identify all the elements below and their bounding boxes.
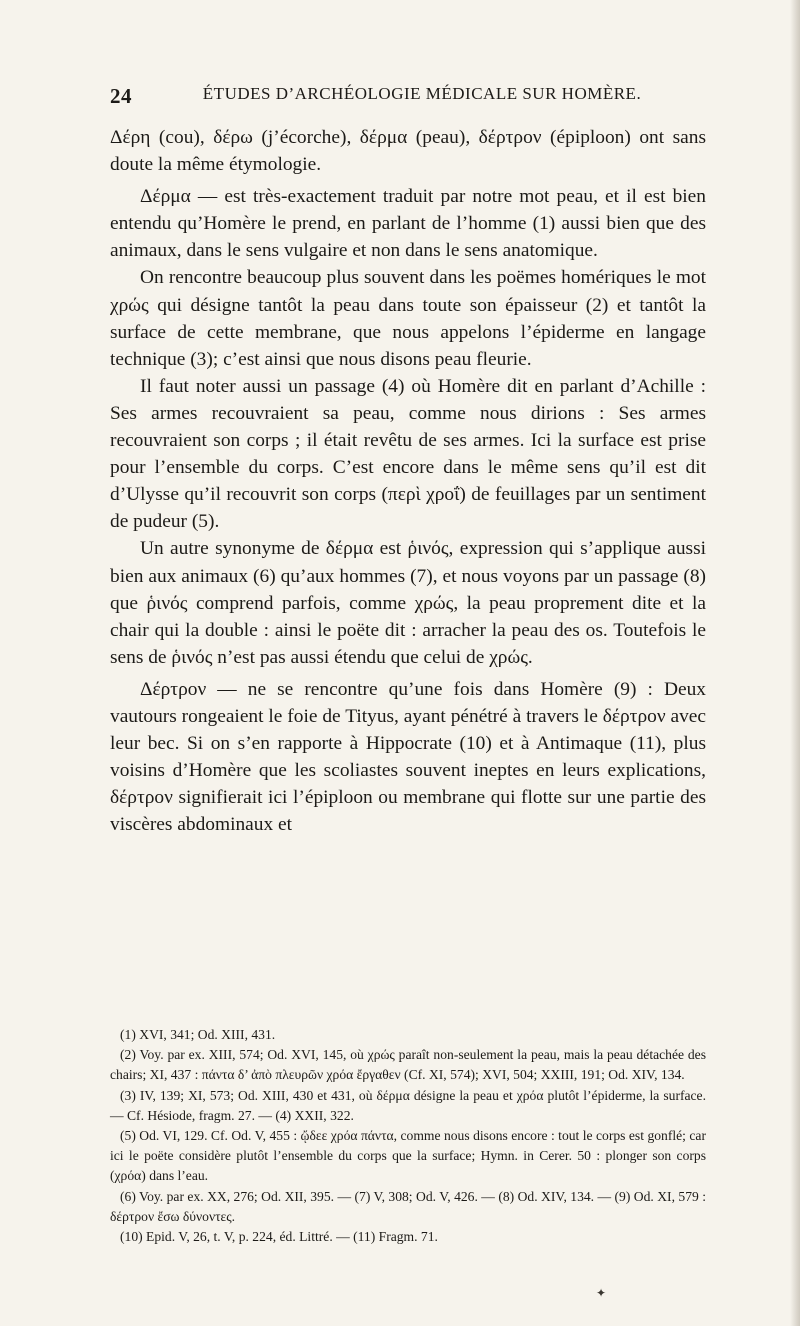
footnote: (6) Voy. par ex. XX, 276; Od. XII, 395. — (7) V, 308; Od. V, 426. — (8) Od. XIV, 134. — (9) Od. XI, 579 : δέρτρον ἔσω δύνοντες. xyxy=(110,1188,706,1224)
footnote: (3) IV, 139; XI, 573; Od. XIII, 430 et 431, où δέρμα désigne la peau et χρόα plutôt l’épiderme, la surface. — Cf. Hésiode, fragm. 27. — (4) XXII, 322. xyxy=(110,1087,706,1123)
paragraph: Il faut noter aussi un passage (4) où Homère dit en parlant d’Achille : Ses armes recouvraient sa peau, comme nous dirions : Ses armes recouvraient son corps ; il était revêtu de ses armes. Ici la surface est prise pour l’ensemble du corps. C’est encore dans le même sens qu’il est dit d’Ulysse qu’il recouvrit son corps (περὶ χροΐ) de feuillages par un sentiment de pudeur (5). xyxy=(110,375,706,533)
paragraph: On rencontre beaucoup plus souvent dans les poëmes homériques le mot χρώς qui désigne tantôt la peau dans toute son épaisseur (2) et tantôt la surface de cette membrane, que nous appelons l’épiderme en langage technique (3); c’est ainsi que nous disons peau fleurie. xyxy=(110,267,706,370)
footnotes xyxy=(110,1025,706,1247)
footnote: (10) Epid. V, 26, t. V, p. 224, éd. Littré. — (11) Fragm. 71. xyxy=(120,1229,438,1245)
page-edge-shadow xyxy=(790,0,800,1326)
paragraph: Δέρμα — est très-exactement traduit par notre mot peau, et il est bien entendu qu’Homère le prend, en parlant de l’homme (1) aussi bien que des animaux, dans le sens vulgaire et non dans le sens anatomique. xyxy=(110,186,706,262)
page-number: 24 xyxy=(110,84,132,108)
footnote: (1) XVI, 341; Od. XIII, 431. xyxy=(120,1027,276,1042)
paragraph: Un autre synonyme de δέρμα est ῥινός, expression qui s’applique aussi bien aux animaux (6) qu’aux hommes (7), et nous voyons par un passage (8) que ῥινός comprend parfois, comme χρώς, la peau proprement dite et la chair qui la double : ainsi le poëte dit : arracher la peau des os. Toutefois le sens de ῥινός n’est pas aussi étendu que celui de χρώς. xyxy=(110,538,706,668)
running-header xyxy=(110,84,704,108)
running-title: ÉTUDES D’ARCHÉOLOGIE MÉDICALE SUR HOMÈRE. xyxy=(202,84,642,103)
footnote: (2) Voy. par ex. XIII, 574; Od. XVI, 145, où χρώς paraît non-seulement la peau, mais la peau détachée des chairs; XI, 437 : πάντα δ’ ἀπὸ πλευρῶν χρόα ἔργαθεν (Cf. XI, 574); XVI, 504; XXIII, 191; Od. XIV, 134. xyxy=(110,1047,706,1083)
paragraph: Δέρτρον — ne se rencontre qu’une fois dans Homère (9) : Deux vautours rongeaient le foie de Tityus, ayant pénétré à travers le δέρτρον avec leur bec. Si on s’en rapporte à Hippocrate (10) et à Antimaque (11), plus voisins d’Homère que les scoliastes souvent ineptes en leurs explications, δέρτρον signifierait ici l’épiploon ou membrane qui flotte sur une partie des viscères abdominaux et xyxy=(110,678,706,836)
footnote: (5) Od. VI, 129. Cf. Od. V, 455 : ᾤδεε χρόα πάντα, comme nous disons encore : tout le corps est gonflé; car ici le poëte considère plutôt l’ensemble du corps que la surface; Hymn. in Cerer. 50 : plonger son corps (χρόα) dans l’eau. xyxy=(110,1128,706,1184)
main-text xyxy=(110,124,706,838)
printer-mark-icon: ✦ xyxy=(596,1286,607,1300)
paragraph: Δέρη (cou), δέρω (j’écorche), δέρμα (peau), δέρτρον (épiploon) ont sans doute la même étymologie. xyxy=(110,127,706,176)
